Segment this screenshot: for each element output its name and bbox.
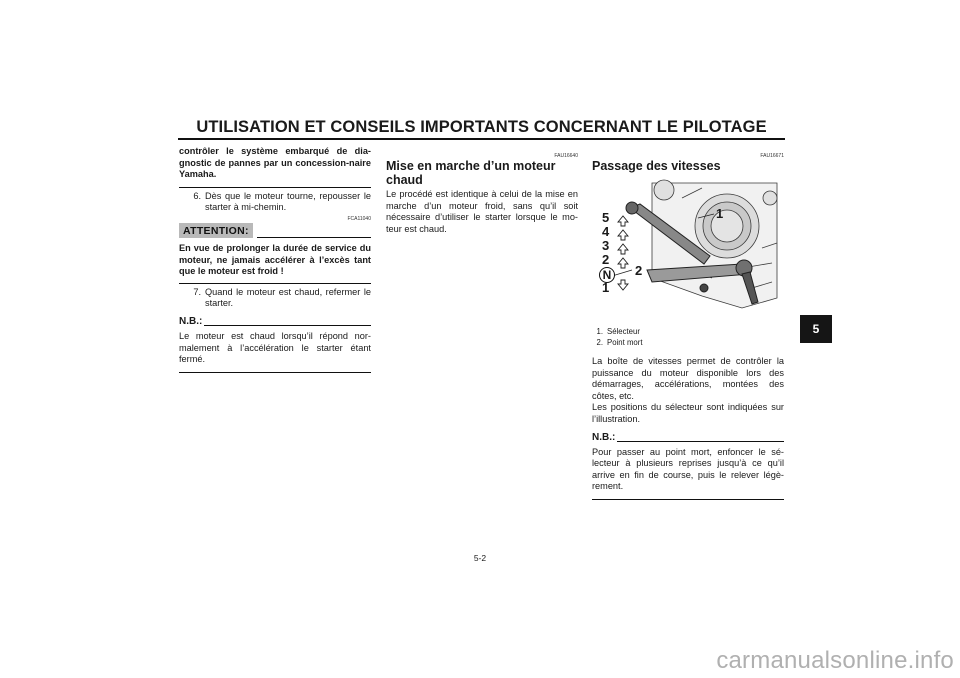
reference-code: FCA11040 xyxy=(347,215,371,222)
nb-label: N.B.: xyxy=(592,431,616,443)
watermark-link[interactable]: carmanualsonline.info xyxy=(716,647,954,674)
legend-item: 1. Sélecteur xyxy=(596,327,640,336)
step-7 xyxy=(179,287,371,310)
column-right xyxy=(592,146,784,500)
gear-label-1: 1 xyxy=(602,280,610,295)
section-title: Mise en marche d’un moteur chaud xyxy=(386,159,556,187)
reference-code: FAU16671 xyxy=(760,153,784,159)
legend-item: 2. Point mort xyxy=(596,338,643,347)
column-middle xyxy=(386,146,578,235)
attention-text: En vue de prolonger la durée de service du moteur, ne jamais accélérer à l’excès tant que le moteur est froid ! xyxy=(179,242,371,277)
step-number: 6. xyxy=(193,190,201,201)
gear-shift-illustration xyxy=(592,178,784,318)
step-number: 7. xyxy=(193,286,201,297)
column-left xyxy=(179,146,371,373)
section-body: Le procédé est identique à celui de la mise en marche d’un moteur froid, sans qu’il soit nécessaire d’utiliser le starter lorsque le mo-teur est chaud. xyxy=(386,189,578,234)
gear-label-4: 4 xyxy=(602,224,610,239)
nb-heading xyxy=(179,316,371,328)
attention-heading xyxy=(179,223,371,238)
nb-text: Le moteur est chaud lorsqu’il répond nor-malement à l’accélération le starter étant fermé. xyxy=(179,330,371,365)
callout-1: 1 xyxy=(716,206,724,221)
gear-label-2: 2 xyxy=(602,252,610,267)
nb-heading xyxy=(592,432,784,444)
section-body-paragraph-2: Les positions du sélecteur sont indiquées sur l’illustration. xyxy=(592,402,784,424)
attention-badge: ATTENTION: xyxy=(179,223,253,238)
attention-rule xyxy=(257,237,371,238)
step-6 xyxy=(179,191,371,214)
header-rule xyxy=(178,138,785,140)
nb-text: Pour passer au point mort, enfoncer le sé-lecteur à plusieurs reprises jusqu’à ce qu’il arrive en fin de course, puis le relever légè-rement. xyxy=(592,446,784,492)
gear-label-3: 3 xyxy=(602,238,610,253)
section-title: Passage des vitesses xyxy=(592,159,721,173)
nb-label: N.B.: xyxy=(179,315,203,327)
page-number: 5-2 xyxy=(473,553,487,563)
gear-label-5: 5 xyxy=(602,210,610,225)
chapter-tab[interactable]: 5 xyxy=(800,315,832,343)
gear-label-neutral: N xyxy=(599,267,615,283)
nb-rule xyxy=(617,441,784,442)
illustration-drawing xyxy=(592,178,784,318)
page-header-title: UTILISATION ET CONSEILS IMPORTANTS CONCERNANT LE PILOTAGE xyxy=(196,118,767,136)
callout-2: 2 xyxy=(635,263,643,278)
divider xyxy=(179,372,371,373)
divider xyxy=(592,499,784,500)
reference-code: FAU16640 xyxy=(554,153,578,159)
section-body-paragraph-1: La boîte de vitesses permet de contrôler la puissance du moteur disponible lors des démarrages, accélérations, montées des côtes, etc. xyxy=(592,356,784,401)
nb-rule xyxy=(204,325,371,326)
divider xyxy=(179,187,371,188)
step-text: Quand le moteur est chaud, refermer le starter. xyxy=(205,286,371,309)
divider xyxy=(179,283,371,284)
figure-legend xyxy=(592,326,784,348)
intro-bold-text: contrôler le système embarqué de dia-gnostic de pannes par un concession-naire Yamaha. xyxy=(179,146,371,180)
step-text: Dès que le moteur tourne, repousser le starter à mi-chemin. xyxy=(205,190,371,213)
